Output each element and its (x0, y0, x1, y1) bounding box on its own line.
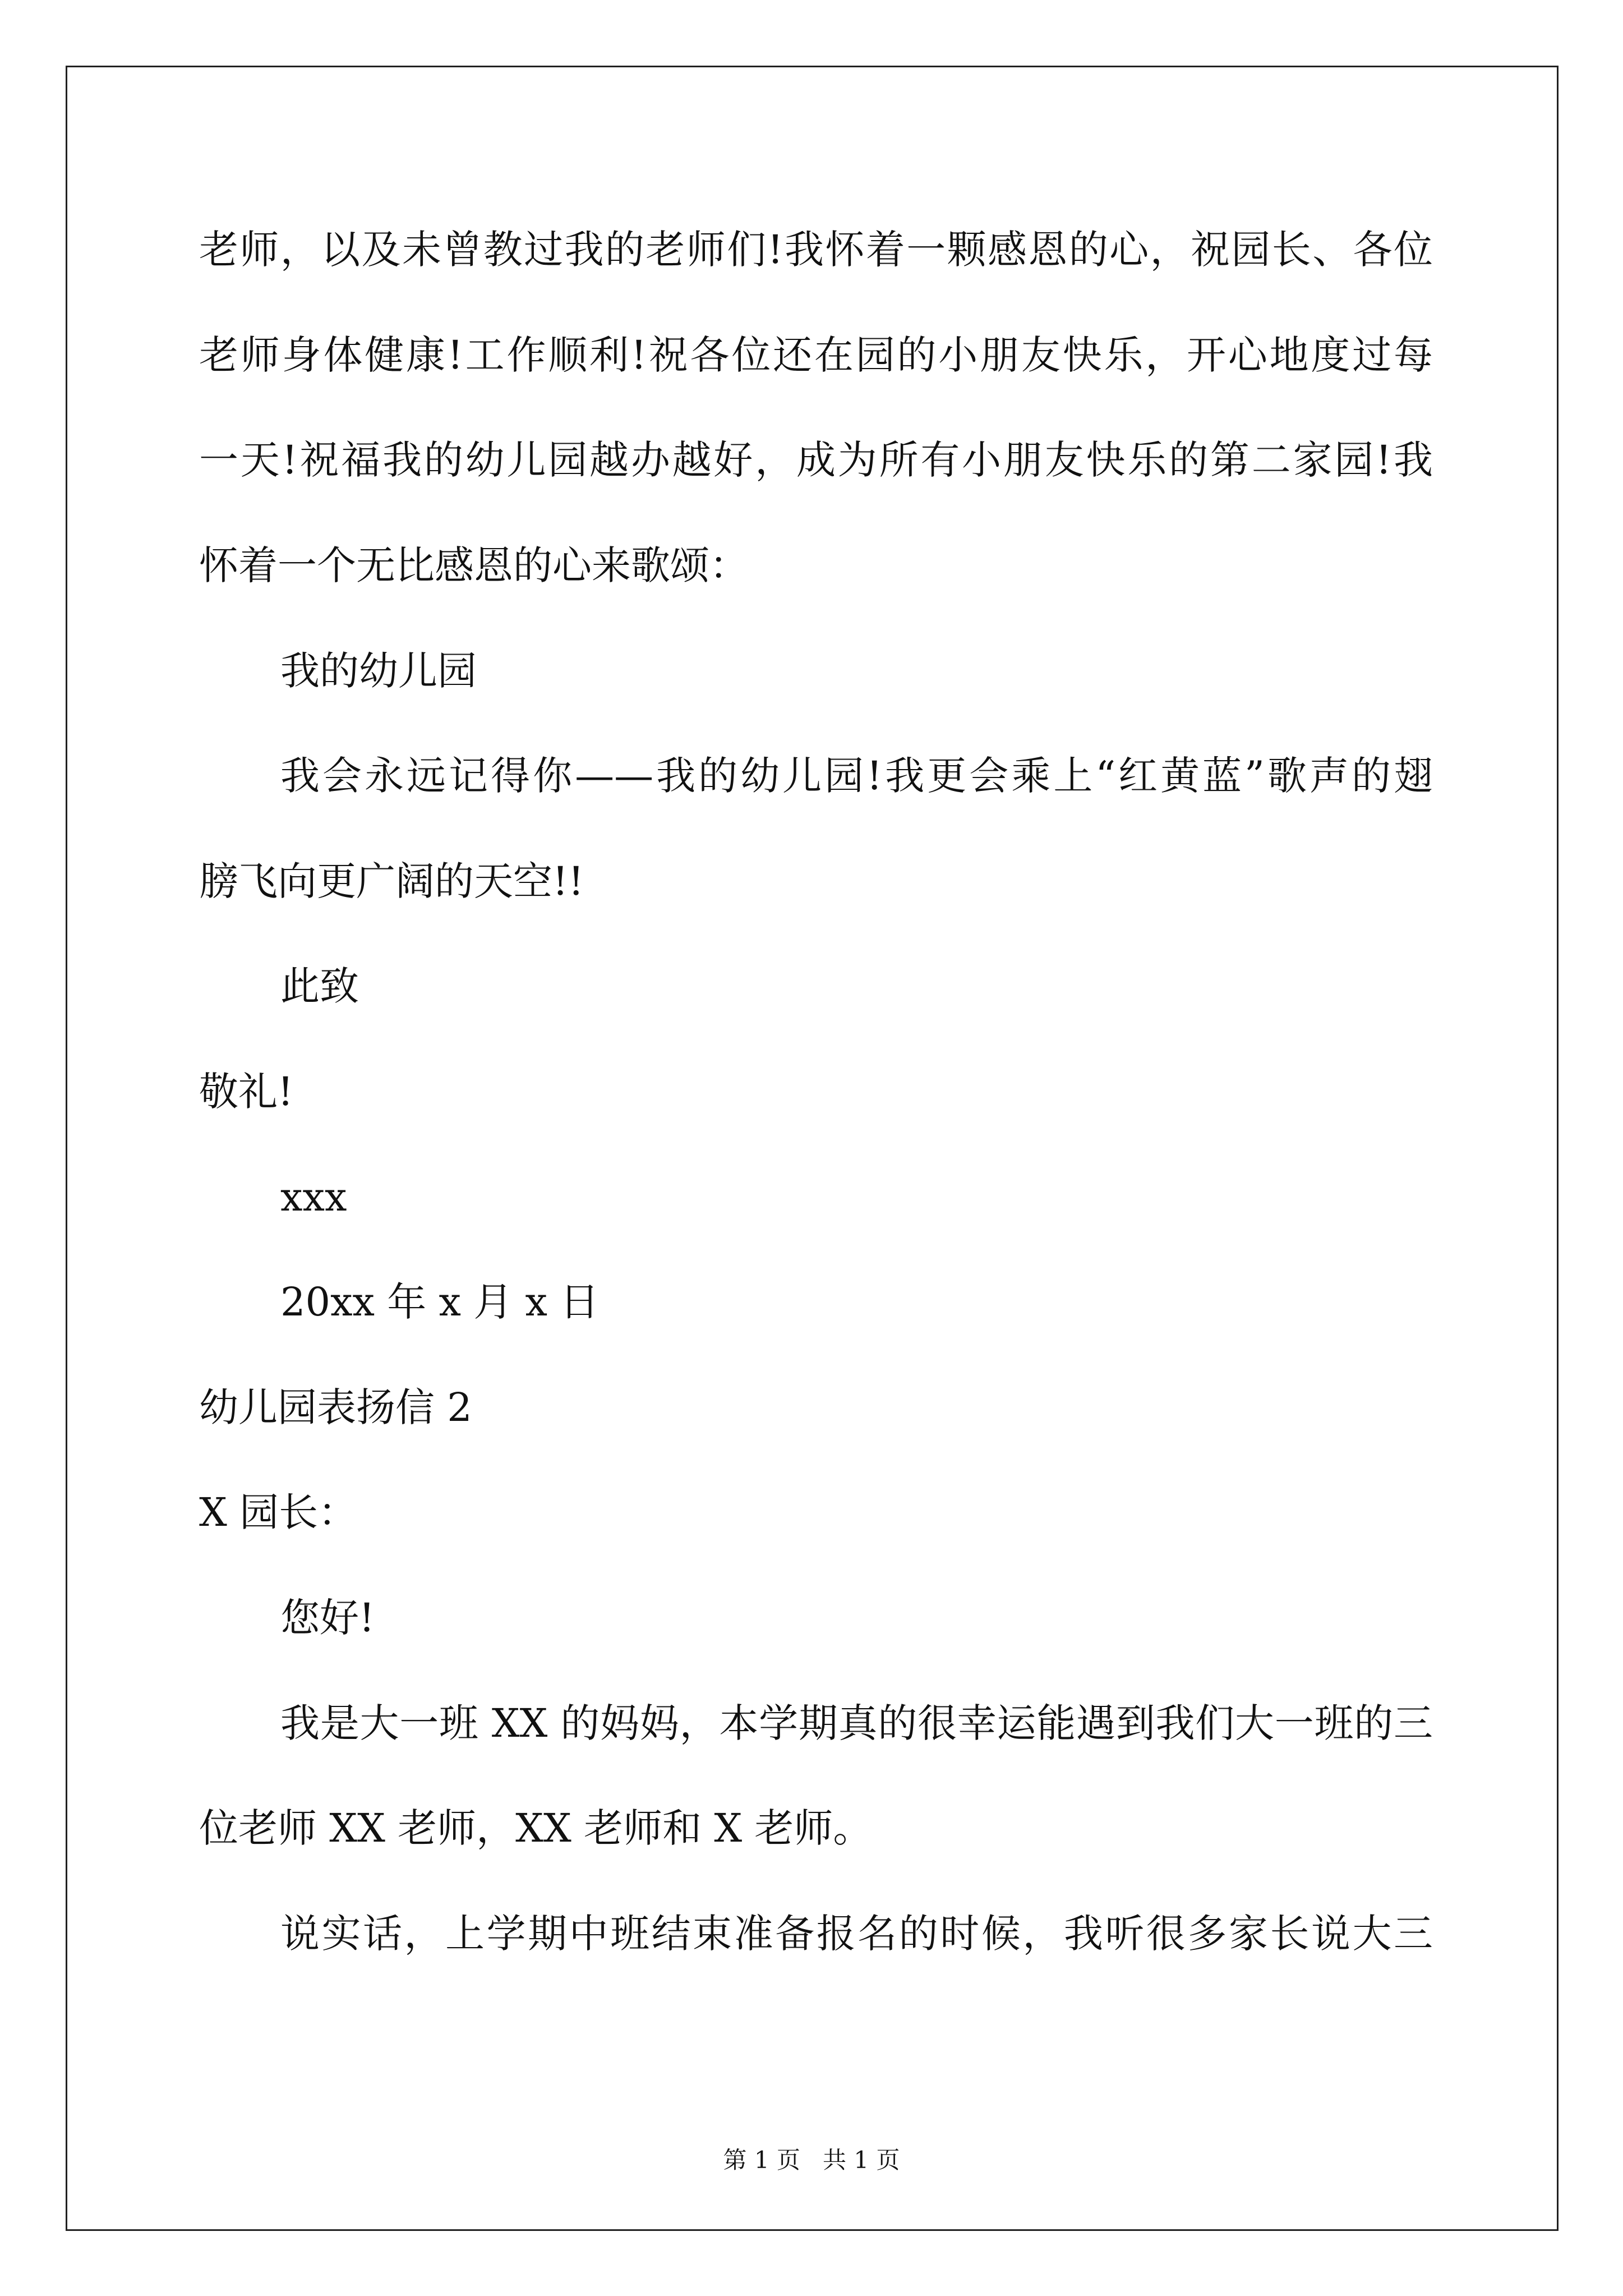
closing-regards: 敬礼! (199, 1069, 294, 1115)
poem-title: 我的幼儿园 (280, 648, 477, 694)
page-number-footer: 第 1 页 共 1 页 (723, 2146, 900, 2174)
signature-date: 20xx 年 x 月 x 日 (280, 1279, 600, 1325)
text-line: 怀着一个无比感恩的心来歌颂： (199, 542, 749, 588)
text-line: 您好! (280, 1595, 375, 1641)
letter-greeting: X 园长： (199, 1489, 358, 1535)
text-line: 老师身体健康!工作顺利!祝各位还在园的小朋友快乐，开心地度过每 (199, 332, 1433, 378)
text-line: 位老师 XX 老师，XX 老师和 X 老师。 (199, 1805, 873, 1851)
closing-salutation: 此致 (280, 963, 359, 1009)
text-line: 说实话，上学期中班结束准备报名的时候，我听很多家长说大三 (280, 1911, 1433, 1957)
text-line: 膀飞向更广阔的天空!! (199, 858, 584, 904)
text-line: 老师，以及未曾教过我的老师们!我怀着一颗感恩的心，祝园长、各位 (199, 227, 1433, 273)
text-line: 一天!祝福我的幼儿园越办越好，成为所有小朋友快乐的第二家园!我 (199, 437, 1433, 483)
section-heading: 幼儿园表扬信 2 (199, 1384, 472, 1430)
page-border (66, 66, 1559, 2231)
signature-name: xxx (280, 1174, 347, 1220)
text-line: 我会永远记得你——我的幼儿园!我更会乘上“红黄蓝”歌声的翅 (280, 753, 1433, 799)
text-line: 我是大一班 XX 的妈妈，本学期真的很幸运能遇到我们大一班的三 (280, 1700, 1433, 1746)
